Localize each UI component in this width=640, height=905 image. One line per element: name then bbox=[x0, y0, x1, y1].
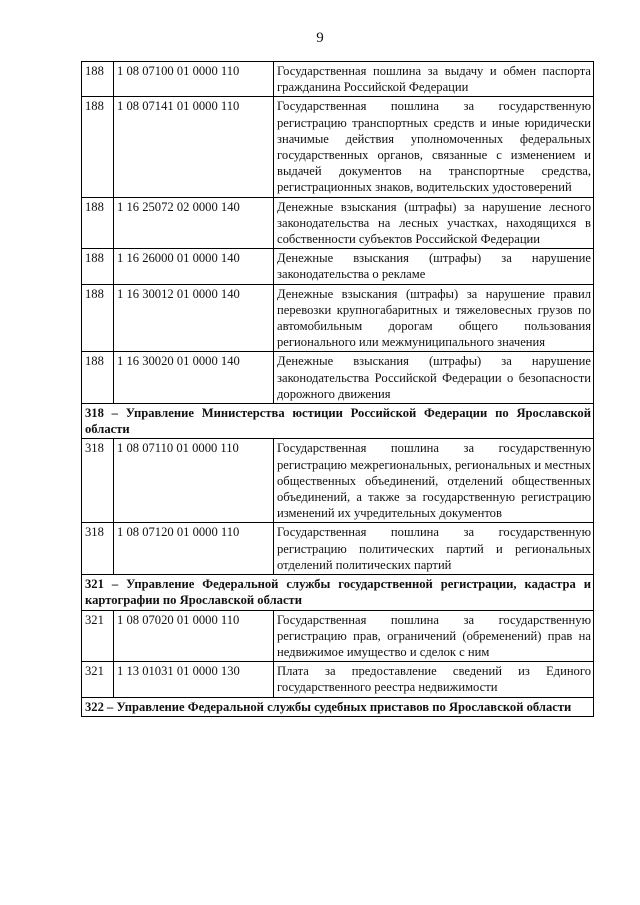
description-cell: Плата за предоставление сведений из Единого государственного реестра недвижимости bbox=[274, 662, 594, 697]
budget-code-cell: 1 08 07100 01 0000 110 bbox=[114, 62, 274, 97]
table-row bbox=[82, 610, 594, 662]
table-row bbox=[82, 352, 594, 404]
description-cell: Государственная пошлина за выдачу и обмен паспорта гражданина Российской Федерации bbox=[274, 62, 594, 97]
budget-code-cell: 1 08 07020 01 0000 110 bbox=[114, 610, 274, 662]
table-row bbox=[82, 249, 594, 284]
description-cell: Государственная пошлина за государственную регистрацию прав, ограничений (обременений) прав на недвижимое имущество и сделок с ним bbox=[274, 610, 594, 662]
table-row bbox=[82, 97, 594, 197]
budget-code-cell: 1 08 07141 01 0000 110 bbox=[114, 97, 274, 197]
description-cell: Денежные взыскания (штрафы) за нарушение законодательства о рекламе bbox=[274, 249, 594, 284]
budget-code-cell: 1 16 26000 01 0000 140 bbox=[114, 249, 274, 284]
admin-code-cell: 188 bbox=[82, 352, 114, 404]
budget-code-cell: 1 13 01031 01 0000 130 bbox=[114, 662, 274, 697]
section-title: 322 – Управление Федеральной службы судебных приставов по Ярославской области bbox=[82, 697, 594, 716]
description-cell: Государственная пошлина за государственную регистрацию транспортных средств и иные юридически значимые действия уполномоченных федеральных государственных органов, связанные с изменением и выдачей документов на транспортные средства, регистрационных знаков, водительских удостоверений bbox=[274, 97, 594, 197]
admin-code-cell: 188 bbox=[82, 97, 114, 197]
table-row bbox=[82, 62, 594, 97]
budget-code-cell: 1 08 07110 01 0000 110 bbox=[114, 439, 274, 523]
table-row bbox=[82, 439, 594, 523]
revenue-code-table bbox=[81, 61, 594, 717]
admin-code-cell: 188 bbox=[82, 62, 114, 97]
budget-code-cell: 1 08 07120 01 0000 110 bbox=[114, 523, 274, 575]
budget-code-cell: 1 16 25072 02 0000 140 bbox=[114, 197, 274, 249]
description-cell: Денежные взыскания (штрафы) за нарушение правил перевозки крупногабаритных и тяжеловесных грузов по автомобильным дорогам общего пользования регионального или межмуниципального значения bbox=[274, 284, 594, 352]
admin-code-cell: 188 bbox=[82, 284, 114, 352]
description-cell: Денежные взыскания (штрафы) за нарушение лесного законодательства на лесных участках, находящихся в собственности субъектов Российской Федерации bbox=[274, 197, 594, 249]
admin-code-cell: 318 bbox=[82, 439, 114, 523]
table-row bbox=[82, 197, 594, 249]
budget-code-cell: 1 16 30012 01 0000 140 bbox=[114, 284, 274, 352]
section-header-row bbox=[82, 697, 594, 716]
admin-code-cell: 318 bbox=[82, 523, 114, 575]
admin-code-cell: 321 bbox=[82, 610, 114, 662]
table-row bbox=[82, 523, 594, 575]
description-cell: Государственная пошлина за государственную регистрацию межрегиональных, региональных и местных общественных объединений, отделений общественных объединений, а также за государственную регистрацию изменений их учредительных документов bbox=[274, 439, 594, 523]
section-header-row bbox=[82, 404, 594, 439]
admin-code-cell: 188 bbox=[82, 249, 114, 284]
admin-code-cell: 188 bbox=[82, 197, 114, 249]
admin-code-cell: 321 bbox=[82, 662, 114, 697]
section-header-row bbox=[82, 575, 594, 610]
section-title: 321 – Управление Федеральной службы государственной регистрации, кадастра и картографии по Ярославской области bbox=[82, 575, 594, 610]
description-cell: Государственная пошлина за государственную регистрацию политических партий и региональных отделений политических партий bbox=[274, 523, 594, 575]
section-title: 318 – Управление Министерства юстиции Российской Федерации по Ярославской области bbox=[82, 404, 594, 439]
budget-code-cell: 1 16 30020 01 0000 140 bbox=[114, 352, 274, 404]
page-number: 9 bbox=[316, 30, 324, 46]
table-row bbox=[82, 662, 594, 697]
description-cell: Денежные взыскания (штрафы) за нарушение законодательства Российской Федерации о безопасности дорожного движения bbox=[274, 352, 594, 404]
table-row bbox=[82, 284, 594, 352]
table-body bbox=[82, 62, 594, 717]
